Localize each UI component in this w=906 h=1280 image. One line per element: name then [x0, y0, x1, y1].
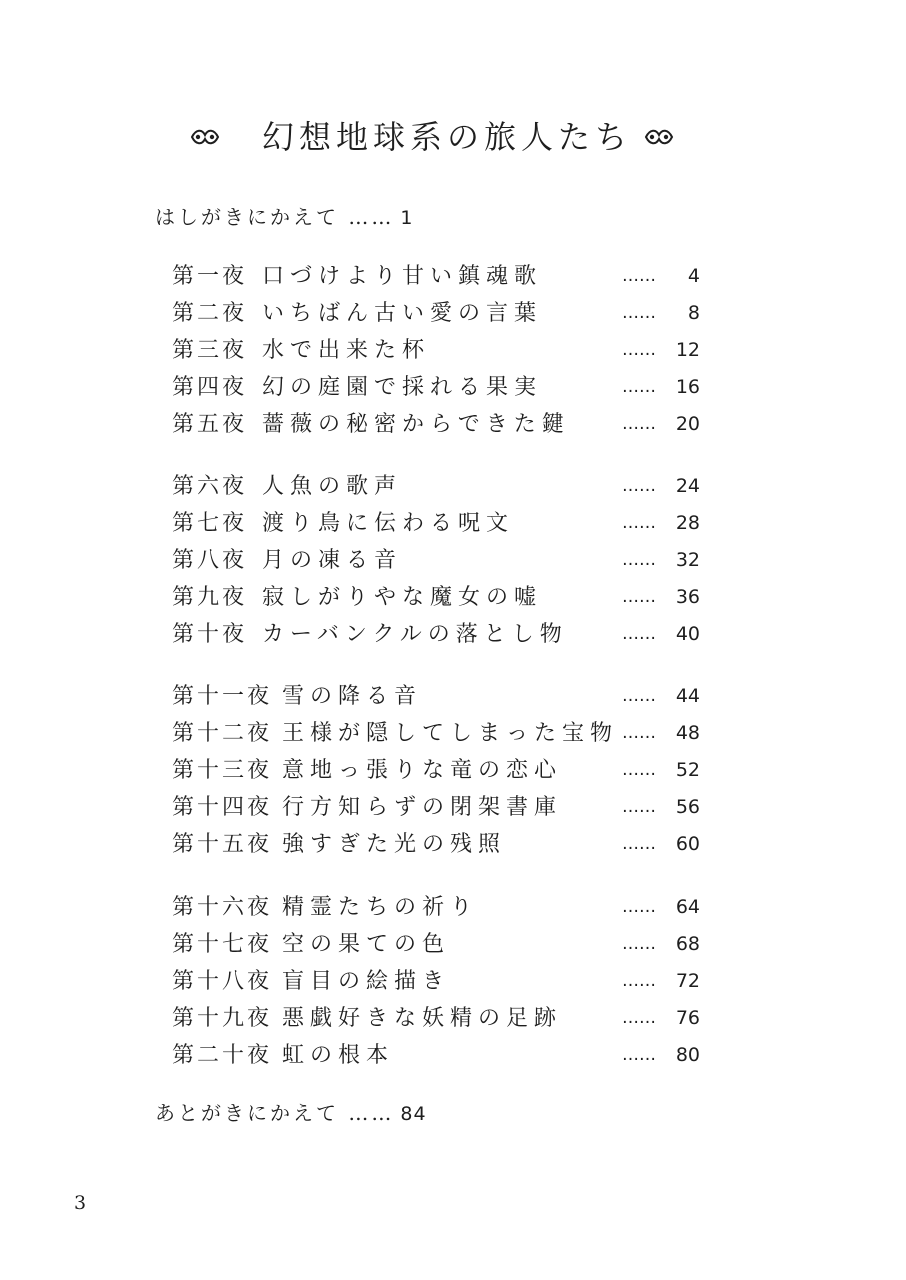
preface-page: 1 [400, 207, 414, 229]
toc-entry [0, 505, 906, 542]
dot-leader: …… [622, 303, 656, 323]
entry-page-number: 32 [675, 549, 700, 571]
toc-entry [0, 752, 906, 789]
dot-leader: …… [622, 1008, 656, 1028]
entry-page-number: 24 [675, 475, 700, 497]
dot-leader: …… [622, 934, 656, 954]
dot-leader: …… [622, 587, 656, 607]
toc-entry [0, 295, 906, 332]
entry-title: 強すぎた光の残照 [282, 832, 507, 857]
entry-page-number: 40 [675, 623, 700, 645]
toc-entry [0, 616, 906, 653]
entry-title: 雪の降る音 [282, 684, 423, 709]
entry-page-number: 60 [675, 833, 700, 855]
dot-leader: …… [622, 414, 656, 434]
night-label: 第十三夜 [172, 758, 273, 783]
entry-title: 寂しがりやな魔女の嘘 [262, 585, 543, 610]
toc-entry [0, 542, 906, 579]
page-title-block [0, 112, 906, 162]
afterword-page: 84 [400, 1103, 427, 1125]
preface-leader: …… [348, 205, 395, 229]
flourish-ornament-icon [644, 126, 674, 148]
entry-page-number: 72 [675, 970, 700, 992]
dot-leader: …… [622, 340, 656, 360]
page-title: 幻想地球系の旅人たち [262, 118, 633, 156]
entry-page-number: 68 [675, 933, 700, 955]
entry-page-number: 28 [675, 512, 700, 534]
dot-leader: …… [622, 897, 656, 917]
entry-page-number: 8 [687, 302, 700, 324]
night-label: 第四夜 [172, 375, 248, 400]
entry-page-number: 4 [687, 265, 700, 287]
toc-entry [0, 579, 906, 616]
toc-entry [0, 715, 906, 752]
night-label: 第十七夜 [172, 932, 273, 957]
entry-title: 口づけより甘い鎮魂歌 [262, 264, 543, 289]
entry-page-number: 52 [675, 759, 700, 781]
toc-entry [0, 889, 906, 926]
night-label: 第八夜 [172, 548, 248, 573]
dot-leader: …… [622, 513, 656, 533]
preface-label: はしがきにかえて [155, 205, 339, 229]
night-label: 第六夜 [172, 474, 248, 499]
dot-leader: …… [622, 686, 656, 706]
toc-entry [0, 468, 906, 505]
entry-title: 水で出来た杯 [262, 338, 431, 363]
afterword-leader: …… [348, 1101, 395, 1125]
entry-title: 王様が隠してしまった宝物 [282, 721, 619, 746]
night-label: 第十二夜 [172, 721, 273, 746]
night-label: 第九夜 [172, 585, 248, 610]
dot-leader: …… [622, 797, 656, 817]
toc-entry [0, 1000, 906, 1037]
entry-title: 意地っ張りな竜の恋心 [282, 758, 563, 783]
dot-leader: …… [622, 723, 656, 743]
night-label: 第十九夜 [172, 1006, 273, 1031]
preface-entry [155, 200, 413, 235]
night-label: 第三夜 [172, 338, 248, 363]
night-label: 第十六夜 [172, 895, 273, 920]
entry-title: 人魚の歌声 [262, 474, 403, 499]
night-label: 第二夜 [172, 301, 248, 326]
entry-title: 月の凍る音 [262, 548, 403, 573]
entry-title: カーバンクルの落とし物 [262, 622, 568, 647]
entry-page-number: 80 [675, 1044, 700, 1066]
dot-leader: …… [622, 1045, 656, 1065]
entry-title: いちばん古い愛の言葉 [262, 301, 543, 326]
toc-entry [0, 332, 906, 369]
entry-title: 悪戯好きな妖精の足跡 [282, 1006, 563, 1031]
night-label: 第十八夜 [172, 969, 273, 994]
dot-leader: …… [622, 760, 656, 780]
afterword-label: あとがきにかえて [155, 1101, 339, 1125]
dot-leader: …… [622, 266, 656, 286]
dot-leader: …… [622, 624, 656, 644]
entry-page-number: 36 [675, 586, 700, 608]
night-label: 第十五夜 [172, 832, 273, 857]
night-label: 第十四夜 [172, 795, 273, 820]
toc-entry [0, 826, 906, 863]
dot-leader: …… [622, 971, 656, 991]
toc-entry [0, 258, 906, 295]
night-label: 第十一夜 [172, 684, 273, 709]
flourish-ornament-icon [190, 126, 220, 148]
entry-page-number: 16 [675, 376, 700, 398]
entry-title: 幻の庭園で採れる果実 [262, 375, 543, 400]
entry-title: 盲目の絵描き [282, 969, 451, 994]
night-label: 第七夜 [172, 511, 248, 536]
toc-entry [0, 678, 906, 715]
entry-title: 薔薇の秘密からできた鍵 [262, 412, 570, 437]
entry-page-number: 20 [675, 413, 700, 435]
entry-title: 行方知らずの閉架書庫 [282, 795, 563, 820]
night-label: 第一夜 [172, 264, 248, 289]
night-label: 第十夜 [172, 622, 248, 647]
toc-entry [0, 369, 906, 406]
toc-entry [0, 1037, 906, 1074]
toc-entry [0, 926, 906, 963]
toc-entry [0, 789, 906, 826]
entry-title: 精霊たちの祈り [282, 895, 479, 920]
entry-page-number: 44 [675, 685, 700, 707]
entry-page-number: 64 [675, 896, 700, 918]
entry-title: 渡り鳥に伝わる呪文 [262, 511, 515, 536]
toc-entry [0, 963, 906, 1000]
night-label: 第五夜 [172, 412, 248, 437]
entry-title: 空の果ての色 [282, 932, 451, 957]
night-label: 第二十夜 [172, 1043, 273, 1068]
entry-page-number: 48 [675, 722, 700, 744]
dot-leader: …… [622, 550, 656, 570]
page-number: 3 [74, 1192, 87, 1214]
afterword-entry [155, 1096, 427, 1131]
entry-page-number: 76 [675, 1007, 700, 1029]
entry-page-number: 12 [675, 339, 700, 361]
dot-leader: …… [622, 476, 656, 496]
dot-leader: …… [622, 377, 656, 397]
dot-leader: …… [622, 834, 656, 854]
toc-entry [0, 406, 906, 443]
entry-title: 虹の根本 [282, 1043, 395, 1068]
entry-page-number: 56 [675, 796, 700, 818]
